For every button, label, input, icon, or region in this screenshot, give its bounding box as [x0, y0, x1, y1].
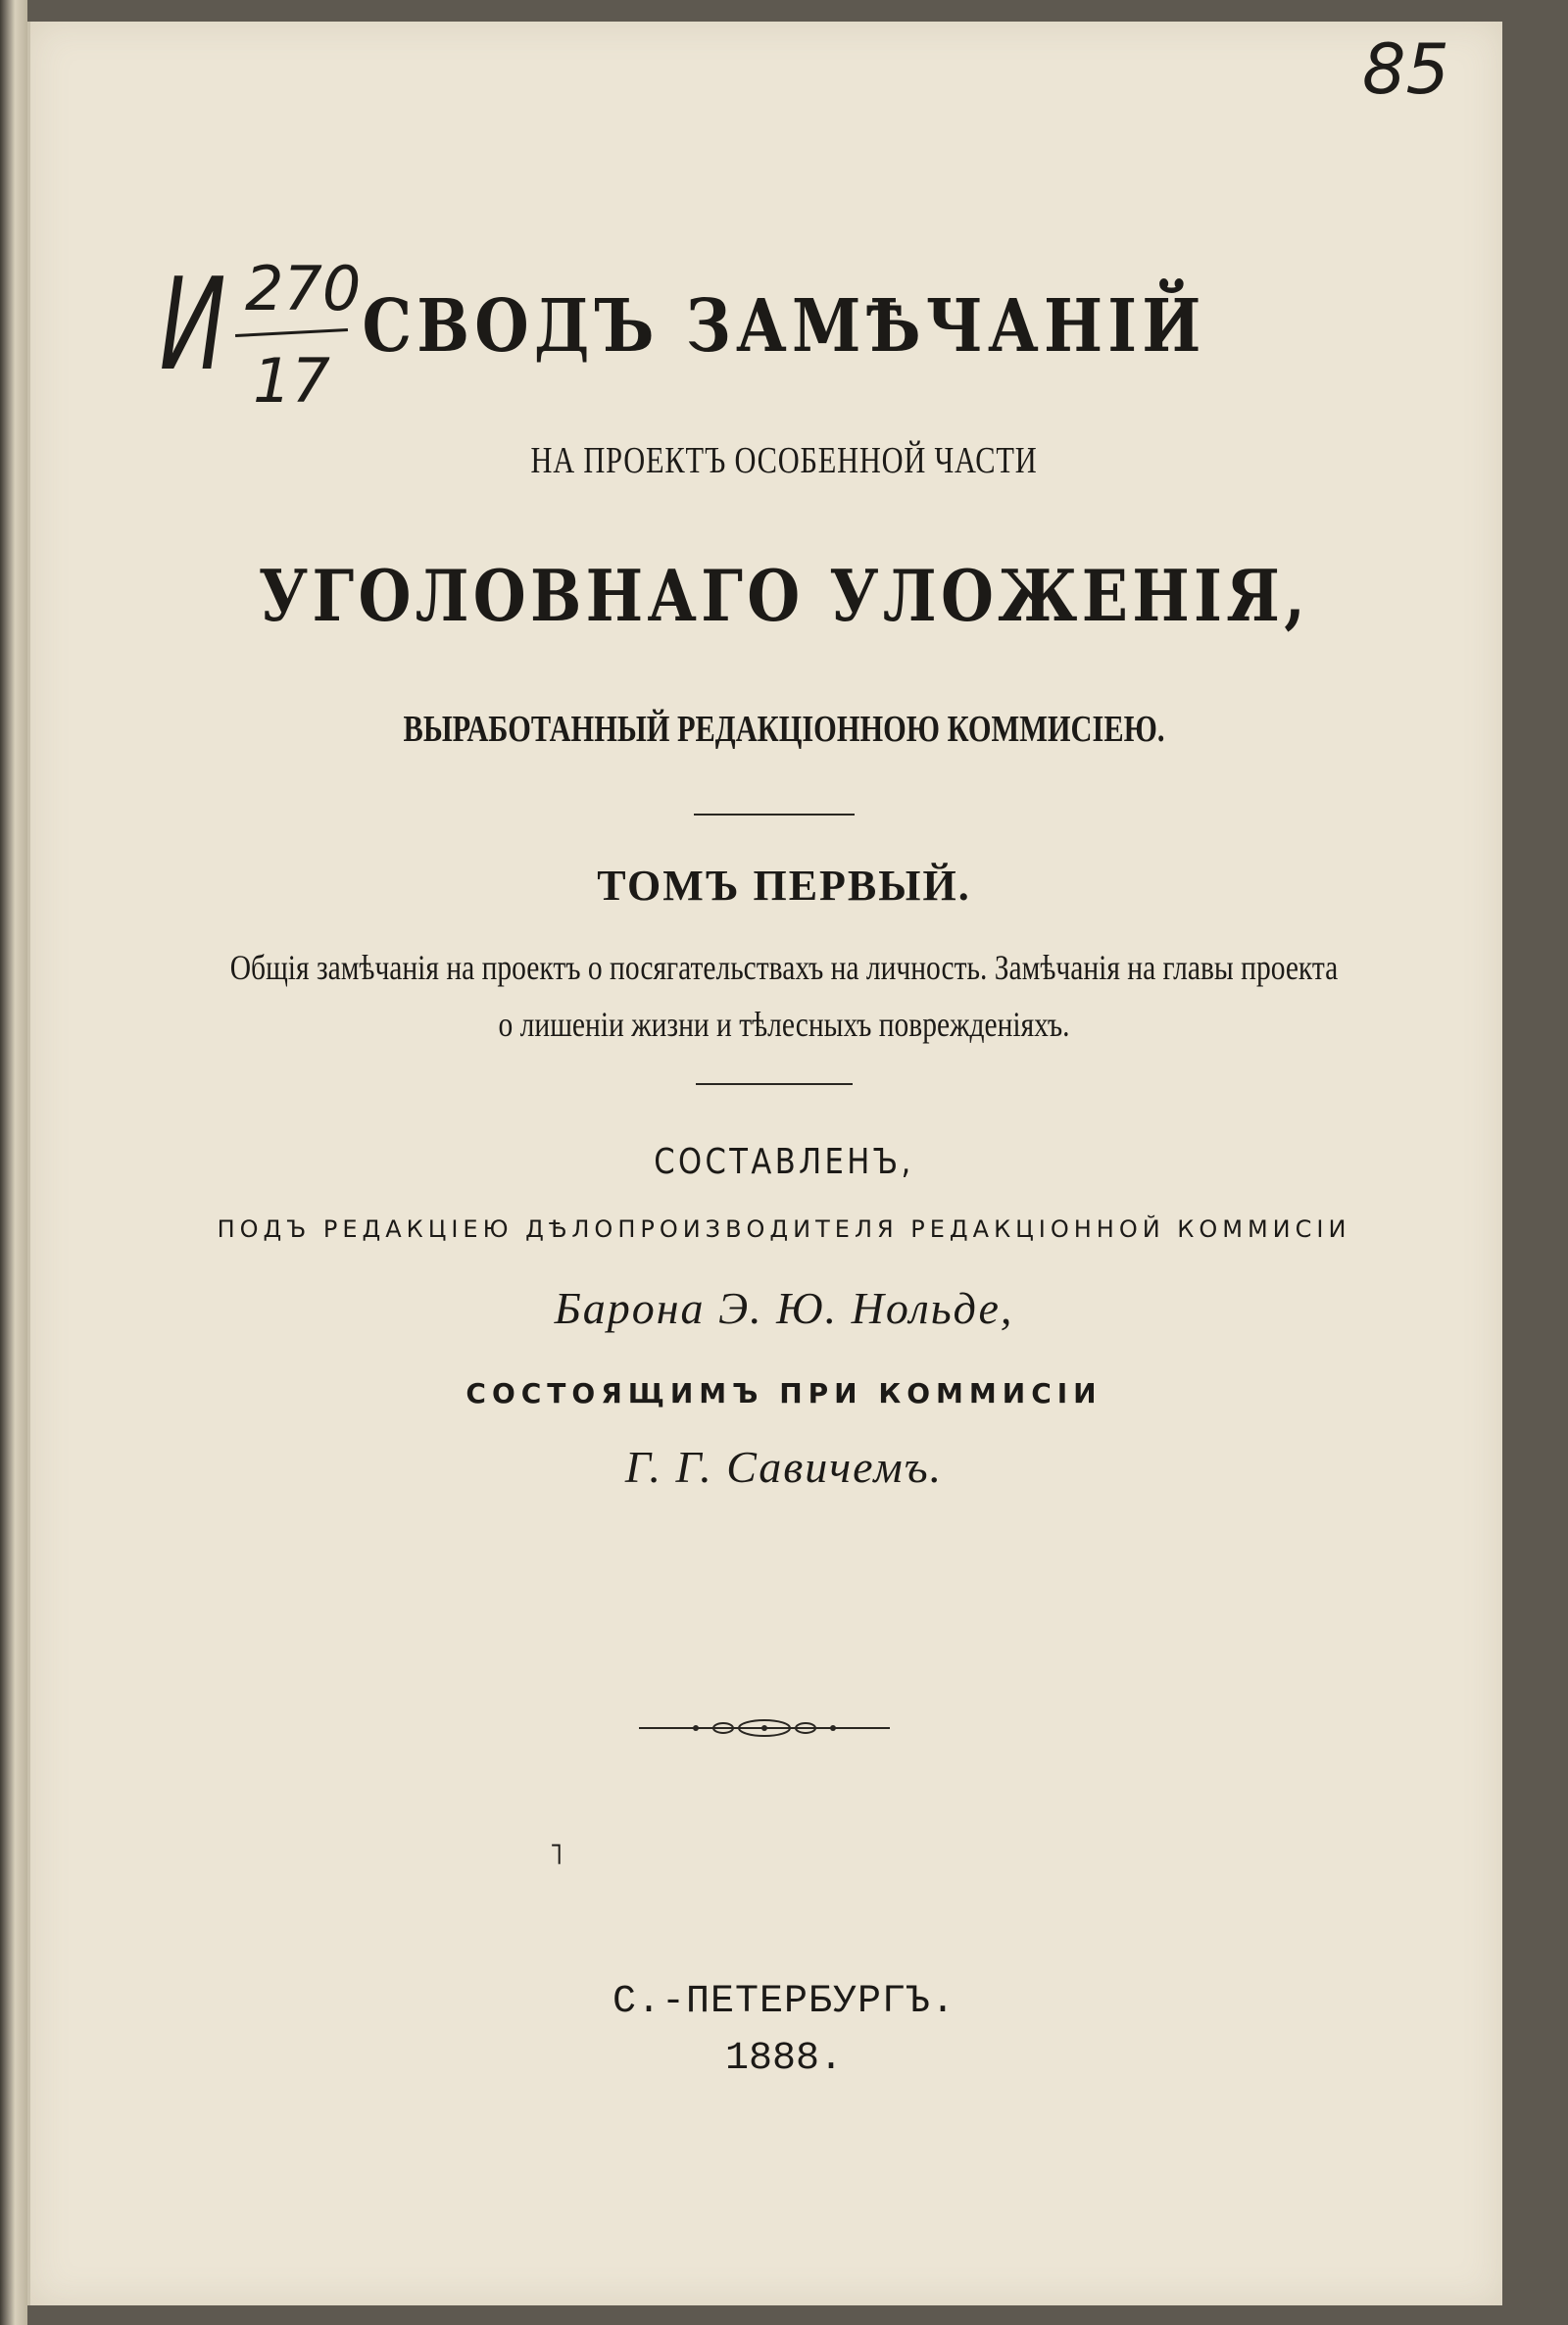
member-line: СОСТОЯЩИМЪ ПРИ КОММИСІИ	[466, 1377, 1102, 1410]
volume-label: ТОМЪ ПЕРВЫЙ.	[597, 862, 971, 910]
book-spine-edge	[0, 0, 27, 2325]
shelf-mark-bottom: 17	[253, 345, 330, 417]
compiled-label: СОСТАВЛЕНЪ,	[654, 1142, 914, 1182]
imprint-year: 1888.	[724, 2037, 844, 2081]
shelf-mark-top: 270	[245, 253, 362, 324]
title-subtitle-line2: ВЫРАБОТАННЫЙ РЕДАКЦІОННОЮ КОММИСІЕЮ.	[403, 709, 1165, 750]
editor-line: ПОДЪ РЕДАКЦІЕЮ ДѢЛОПРОИЗВОДИТЕЛЯ РЕДАКЦІОННОЙ КОММИСІИ	[217, 1215, 1351, 1243]
pencil-mark: ˥	[549, 1838, 564, 1872]
decorative-ornament-icon	[637, 1713, 892, 1743]
imprint-city: С.-ПЕТЕРБУРГЪ.	[612, 1980, 956, 2024]
member-name: Г. Г. Савичемъ.	[624, 1442, 944, 1492]
volume-description	[141, 939, 1427, 1053]
corner-page-mark: 85	[1362, 29, 1450, 110]
main-title-line2: УГОЛОВНАГО УЛОЖЕНІЯ,	[258, 554, 1310, 637]
shelf-mark-letter: И	[159, 250, 226, 399]
volume-description-line1: Общія замѣчанія на проектъ о посягательствахъ на личность. Замѣчанія на главы проекта	[229, 948, 1339, 987]
volume-description-line2: о лишеніи жизни и тѣлесныхъ поврежденіяхъ.	[498, 1005, 1070, 1044]
main-title: СВОДЪ ЗАМѢЧАНІЙ	[362, 284, 1206, 369]
divider-rule-1	[694, 814, 855, 816]
title-subtitle: НА ПРОЕКТЪ ОСОБЕННОЙ ЧАСТИ	[530, 440, 1038, 481]
divider-rule-2	[696, 1083, 853, 1085]
editor-name: Барона Э. Ю. Нольде,	[554, 1283, 1014, 1333]
